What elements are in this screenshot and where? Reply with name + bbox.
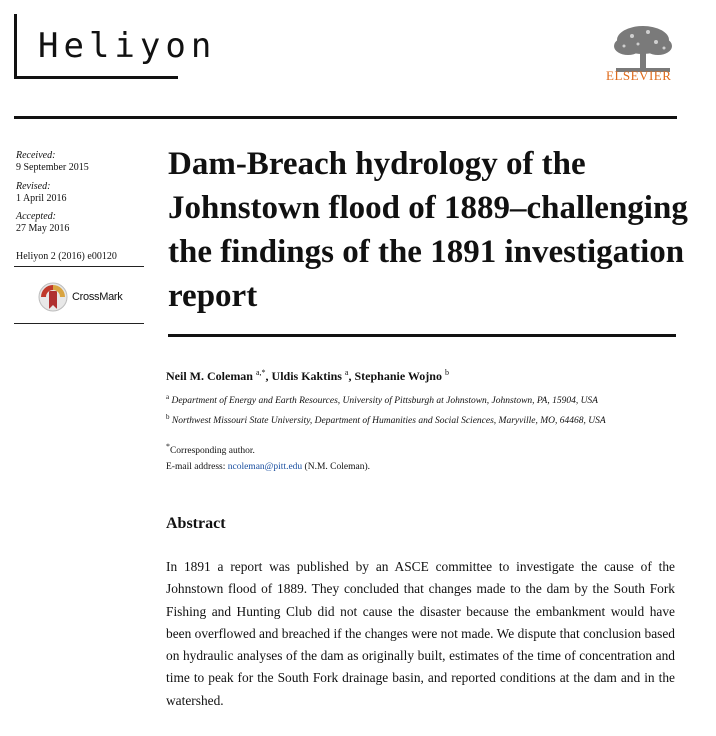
header-vertical-rule — [14, 14, 17, 78]
revised-block — [16, 181, 67, 205]
received-label: Received: — [16, 150, 56, 161]
affiliation-sup: b — [166, 413, 170, 421]
revised-label: Revised: — [16, 181, 51, 192]
revised-date: 1 April 2016 — [16, 193, 67, 204]
received-block — [16, 150, 89, 174]
author-name: Stephanie Wojno — [354, 369, 442, 383]
email-label: E-mail address: — [166, 462, 226, 472]
crossmark-icon — [38, 282, 68, 312]
abstract-text: In 1891 a report was published by an ASCE committee to investigate the cause of the Johnstown flood of 1889. They concluded that changes made to the dam by the South Fork Fishing and Hunting Club did not cause the disaster because the embankment would have been overflowed and breached if the changes were not made. We dispute that conclusion based on hydraulic analyses of the dam as originally built, estimates of the time of concentration and time to peak for the South Fork drainage basin, and reported conditions at the dam and in the watershed. — [166, 559, 675, 708]
email-owner: (N.M. Coleman). — [304, 462, 370, 472]
affiliation-sup: a — [166, 393, 170, 401]
header-horizontal-rule — [14, 76, 178, 79]
affiliation-b — [166, 413, 606, 426]
publisher-name: ELSEVIER — [606, 68, 672, 83]
header-divider — [14, 116, 677, 119]
abstract-heading: Abstract — [166, 515, 226, 532]
article-title: Dam-Breach hydrology of the Johnstown flood of 1889–challenging the findings of the 1891 investigation report — [168, 146, 688, 314]
author-sup: a — [344, 368, 349, 377]
sidebar-rule-bottom — [14, 323, 144, 324]
author-sup: a,* — [255, 368, 266, 377]
accepted-label: Accepted: — [16, 211, 56, 222]
email-link[interactable]: ncoleman@pitt.edu — [227, 462, 303, 472]
author-name: Uldis Kaktins — [271, 369, 342, 383]
journal-name: Heliyon — [38, 26, 217, 66]
received-date: 9 September 2015 — [16, 162, 89, 173]
corresponding-author-note — [166, 442, 255, 456]
corresponding-text: Corresponding author. — [169, 446, 255, 457]
accepted-date: 27 May 2016 — [16, 223, 70, 234]
corresponding-sup: * — [166, 442, 170, 451]
affiliation-a — [166, 393, 598, 406]
email-line — [166, 462, 370, 472]
title-divider — [168, 334, 676, 337]
crossmark-label: CrossMark — [72, 291, 123, 303]
affiliation-text: Northwest Missouri State University, Department of Humanities and Social Sciences, Maryville, MO, 64468, USA — [171, 416, 606, 427]
crossmark-badge[interactable] — [38, 282, 122, 312]
author-name: Neil M. Coleman — [166, 369, 253, 383]
affiliation-text: Department of Energy and Earth Resources, University of Pittsburgh at Johnstown, Johnstown, PA, 15904, USA — [171, 396, 598, 407]
sidebar-rule-top — [14, 266, 144, 267]
author-sup: b — [444, 368, 449, 377]
citation: Heliyon 2 (2016) e00120 — [16, 251, 117, 262]
author-list: Neil M. Coleman $^{a,*}$, Uldis Kaktins $^a$, Stephanie Wojno $^b$ — [166, 368, 449, 383]
accepted-block — [16, 211, 69, 235]
